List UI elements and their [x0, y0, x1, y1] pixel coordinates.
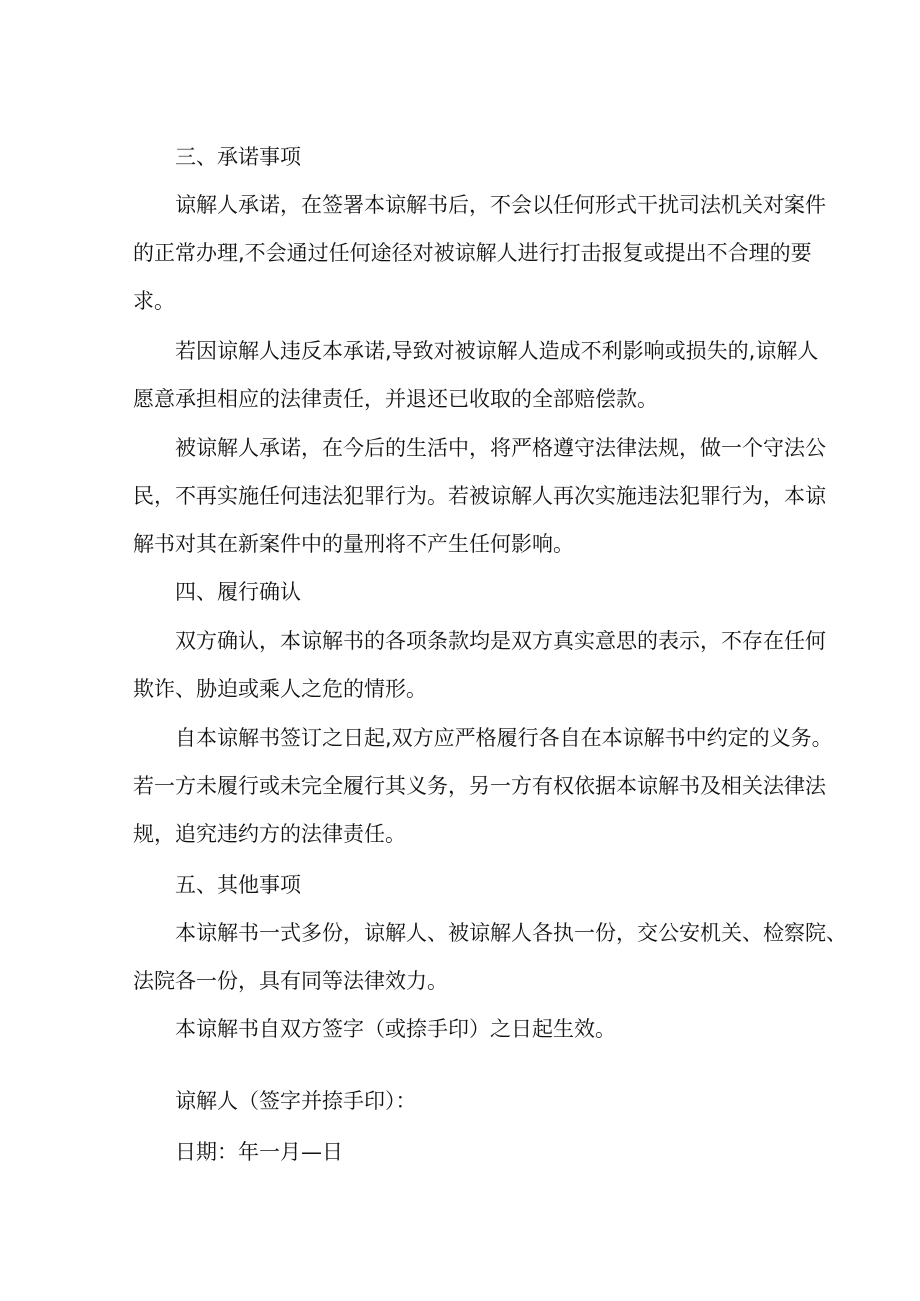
paragraph-line: 法院各一份，具有同等法律效力。	[133, 969, 448, 993]
paragraph-line: 若因谅解人违反本承诺,导致对被谅解人造成不利影响或损失的,谅解人	[175, 339, 819, 363]
paragraph-line: 本谅解书自双方签字（或捺手印）之日起生效。	[175, 1017, 616, 1041]
paragraph-line: 欺诈、胁迫或乘人之危的情形。	[133, 677, 427, 701]
paragraph-line: 自本谅解书签订之日起,双方应严格履行各自在本谅解书中约定的义务。	[175, 726, 833, 750]
paragraph-line: 双方确认，本谅解书的各项条款均是双方真实意思的表示，不存在任何	[175, 629, 826, 653]
paragraph-line: 被谅解人承诺，在今后的生活中，将严格遵守法律法规，做一个守法公	[175, 436, 826, 460]
paragraph-line: 谅解人承诺，在签署本谅解书后，不会以任何形式干扰司法机关对案件	[175, 193, 826, 217]
paragraph-line: 民，不再实施任何违法犯罪行为。若被谅解人再次实施违法犯罪行为，本谅	[133, 484, 826, 508]
paragraph-line: 若一方未履行或未完全履行其义务，另一方有权依据本谅解书及相关法律法	[133, 774, 826, 798]
paragraph-line: 解书对其在新案件中的量刑将不产生任何影响。	[133, 532, 574, 556]
paragraph-line: 愿意承担相应的法律责任，并退还已收取的全部赔偿款。	[133, 387, 658, 411]
paragraph-line: 本谅解书一式多份，谅解人、被谅解人各执一份，交公安机关、检察院、	[175, 921, 847, 945]
signature-label: 谅解人（签字并捺手印）：	[175, 1089, 417, 1113]
section-heading-performance: 四、履行确认	[175, 580, 301, 604]
section-heading-other: 五、其他事项	[175, 873, 301, 897]
paragraph-line: 求。	[133, 289, 175, 313]
signature-date: 日期：年一月—日	[175, 1140, 343, 1164]
paragraph-line: 的正常办理,不会通过任何途径对被谅解人进行打击报复或提出不合理的要	[133, 241, 812, 265]
section-heading-commitments: 三、承诺事项	[175, 145, 301, 169]
paragraph-line: 规，追究违约方的法律责任。	[133, 822, 406, 846]
